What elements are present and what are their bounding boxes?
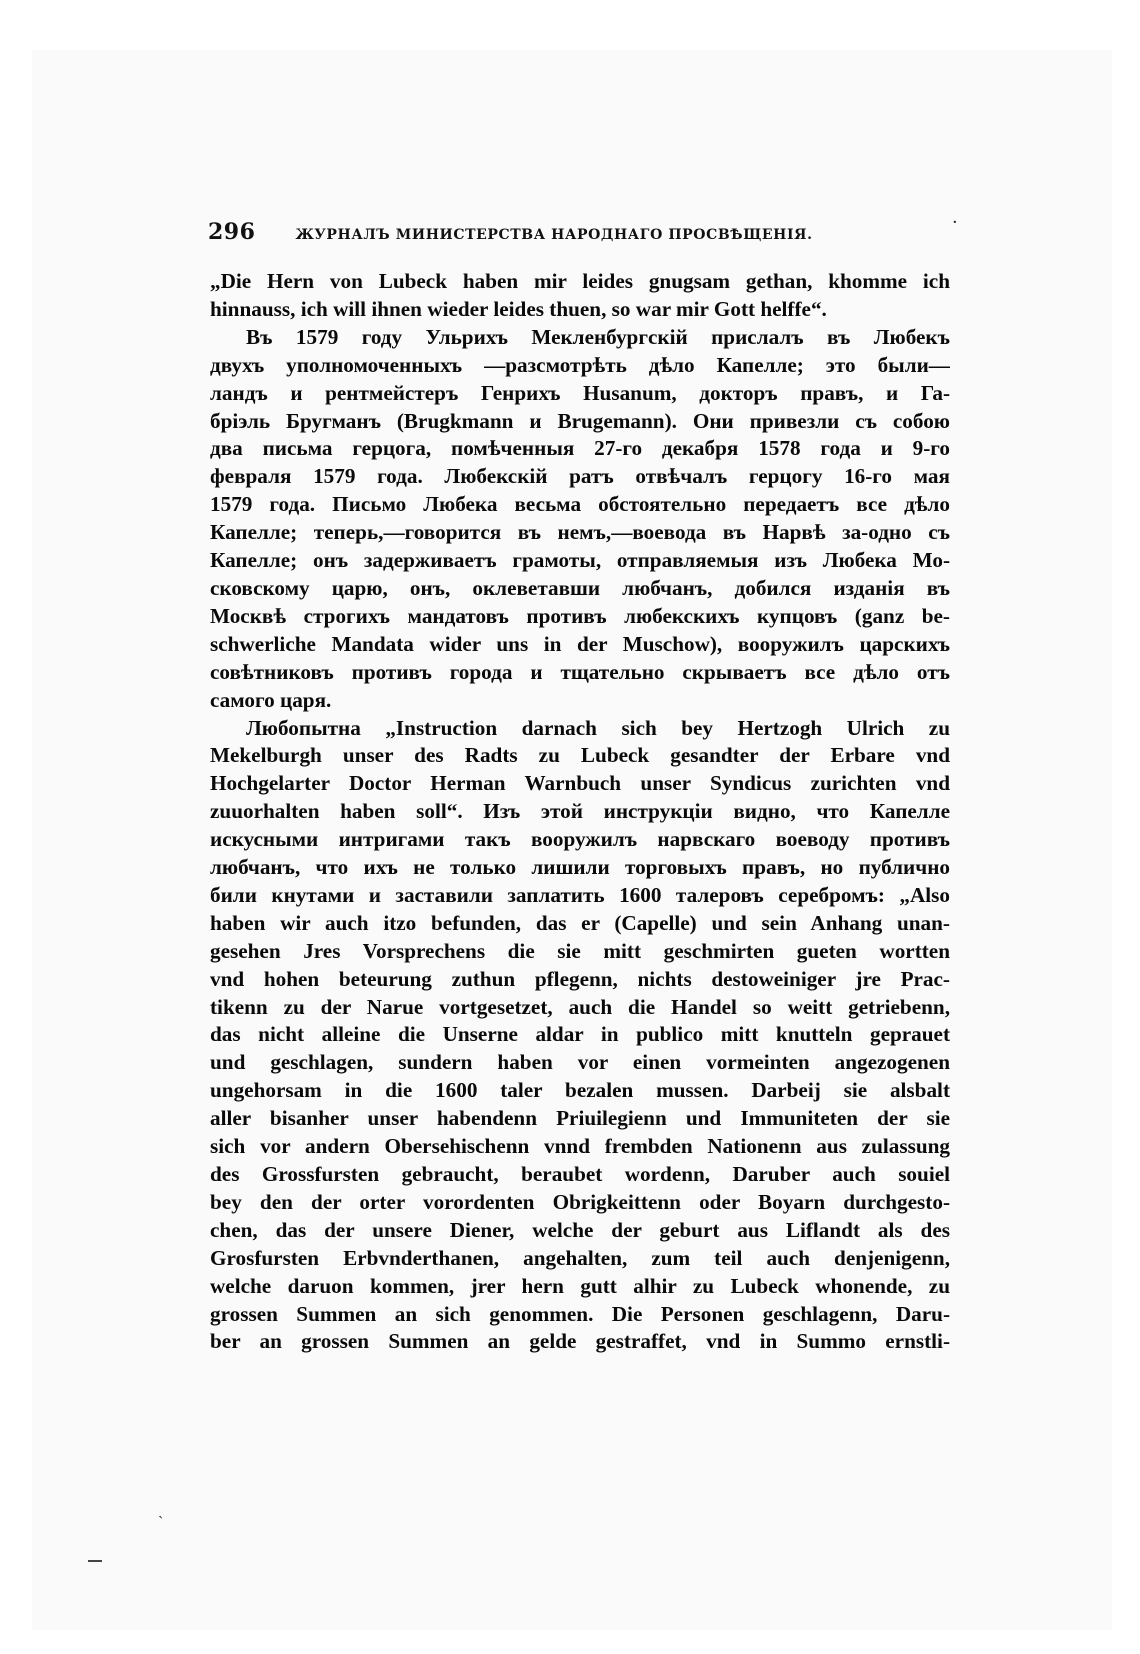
text-line: февраля 1579 года. Любекскій ратъ отвѣчалъ герцогу 16-го мая bbox=[210, 464, 950, 489]
text-line: Въ 1579 году Ульрихъ Мекленбургскій прислалъ въ Любекъ bbox=[246, 324, 950, 349]
text-line: бріэль Бругманъ (Brugkmann и Brugemann). Они привезли съ собою bbox=[210, 408, 950, 433]
text-line: hinnauss, ich will ihnen wieder leides thuen, so war mir Gott helffe“. bbox=[210, 296, 827, 321]
text-line: und geschlagen, sundern haben vor einen vormeinten angezogenen bbox=[210, 1050, 950, 1075]
text-line: sich vor andern Obersehischenn vnnd frembden Nationenn aus zulassung bbox=[210, 1134, 950, 1159]
text-line: vnd hohen beteurung zuthun pflegenn, nichts destoweiniger jre Prac- bbox=[210, 966, 950, 991]
text-line: aller bisanher unser habendenn Priuilegienn und Immuniteten der sie bbox=[210, 1106, 950, 1131]
running-title: ЖУРНАЛЪ МИНИСТЕРСТВА НАРОДНАГО ПРОСВѢЩЕНIЯ. bbox=[295, 227, 813, 243]
text-line: искусными интригами такъ вооружилъ нарвскаго воеводу противъ bbox=[210, 827, 950, 852]
scan-dash bbox=[88, 1560, 102, 1562]
text-line: chen, das der unsere Diener, welche der geburt aus Liflandt als des bbox=[210, 1217, 950, 1242]
text-line: Капелле; онъ задерживаетъ грамоты, отправляемыя изъ Любека Мо- bbox=[210, 548, 950, 573]
text-line: совѣтниковъ противъ города и тщательно скрываетъ все дѣло отъ bbox=[210, 659, 950, 684]
page-header bbox=[208, 219, 948, 245]
text-line: das nicht alleine die Unserne aldar in publico mitt knutteln geprauet bbox=[210, 1022, 950, 1047]
body-text bbox=[210, 268, 950, 1356]
text-line: двухъ уполномоченныхъ —разсмотрѣть дѣло Капелле; это были— bbox=[210, 352, 950, 377]
text-line: bey den der orter vorordenten Obrigkeittenn oder Boyarn durchgesto- bbox=[210, 1189, 950, 1214]
text-line: ber an grossen Summen an gelde gestraffet, vnd in Summo ernstli- bbox=[210, 1329, 950, 1354]
text-line: schwerliche Mandata wider uns in der Muschow), вооружилъ царскихъ bbox=[210, 631, 950, 656]
page-number: 296 bbox=[208, 219, 256, 245]
text-line: ungehorsam in die 1600 taler bezalen mussen. Darbeij sie alsbalt bbox=[210, 1078, 950, 1103]
text-line: Любопытна „Instruction darnach sich bey Hertzogh Ulrich zu bbox=[246, 715, 950, 740]
text-line: ландъ и рентмейстеръ Генрихъ Husanum, докторъ правъ, и Га- bbox=[210, 380, 950, 405]
text-line: Hochgelarter Doctor Herman Warnbuch unser Syndicus zurichten vnd bbox=[210, 771, 950, 796]
text-line: 1579 года. Письмо Любека весьма обстоятельно передаетъ все дѣло bbox=[210, 492, 950, 517]
text-line: tikenn zu der Narue vortgesetzet, auch die Handel so weitt getriebenn, bbox=[210, 994, 950, 1019]
text-line: Капелле; теперь,—говорится въ немъ,—воевода въ Нарвѣ за-одно съ bbox=[210, 520, 950, 545]
text-line: welche daruon kommen, jrer hern gutt alhir zu Lubeck whonende, zu bbox=[210, 1273, 950, 1298]
text-line: самого царя. bbox=[210, 687, 332, 712]
text-line: des Grossfursten gebraucht, beraubet wordenn, Daruber auch souiel bbox=[210, 1162, 950, 1186]
scan-speck: · bbox=[952, 212, 958, 233]
text-line: Mekelburgh unser des Radts zu Lubeck gesandter der Erbare vnd bbox=[210, 743, 950, 768]
text-line: Grosfursten Erbvnderthanen, angehalten, zum teil auch denjenigenn, bbox=[210, 1245, 950, 1270]
text-line: два письма герцога, помѣченныя 27-го декабря 1578 года и 9-го bbox=[210, 436, 950, 461]
text-line: любчанъ, что ихъ не только лишили торговыхъ правъ, но публично bbox=[210, 855, 950, 880]
text-line: zuuorhalten haben soll“. Изъ этой инструкціи видно, что Капелле bbox=[210, 799, 950, 824]
scan-speck: ˎ bbox=[158, 1500, 164, 1519]
text-line: haben wir auch itzo befunden, das er (Capelle) und sein Anhang unan- bbox=[210, 910, 950, 935]
text-line: сковскому царю, онъ, оклеветавши любчанъ, добился изданія въ bbox=[210, 575, 950, 600]
text-line: Москвѣ строгихъ мандатовъ противъ любекскихъ купцовъ (ganz be- bbox=[210, 603, 950, 628]
text-line: били кнутами и заставили заплатить 1600 талеровъ серебромъ: „Also bbox=[210, 882, 950, 907]
text-line: grossen Summen an sich genommen. Die Personen geschlagenn, Daru- bbox=[210, 1301, 950, 1326]
text-line: gesehen Jres Vorsprechens die sie mitt geschmirten gueten wortten bbox=[210, 938, 950, 963]
text-line: „Die Hern von Lubeck haben mir leides gnugsam gethan, khomme ich bbox=[210, 269, 950, 293]
